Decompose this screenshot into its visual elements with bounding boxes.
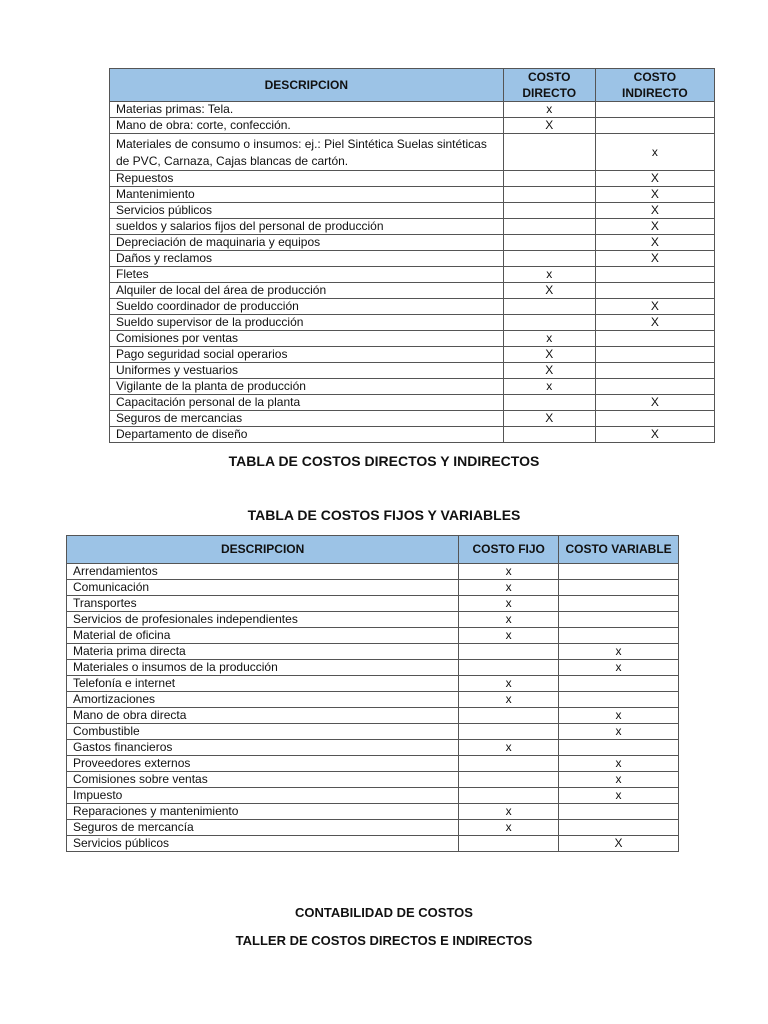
table-row: [110, 395, 715, 411]
table-row: [110, 379, 715, 395]
table-row: [67, 644, 679, 660]
row-description: Comunicación: [67, 580, 459, 596]
header-description: DESCRIPCION: [110, 69, 504, 102]
table-row: [110, 134, 715, 171]
row-description: Seguros de mercancía: [67, 820, 459, 836]
row-description: Gastos financieros: [67, 740, 459, 756]
row-description: Uniformes y vestuarios: [110, 363, 504, 379]
table-row: [67, 788, 679, 804]
row-mark-col2: [559, 692, 679, 708]
row-description: Materias primas: Tela.: [110, 102, 504, 118]
row-description: Comisiones por ventas: [110, 331, 504, 347]
row-mark-col1: [503, 235, 595, 251]
row-mark-col2: X: [595, 299, 714, 315]
row-mark-col2: x: [595, 134, 714, 171]
table-row: [110, 118, 715, 134]
table-row: [110, 411, 715, 427]
row-mark-col2: [595, 267, 714, 283]
row-mark-col1: x: [459, 564, 559, 580]
table-row: [67, 820, 679, 836]
row-mark-col2: X: [595, 171, 714, 187]
table-row: [67, 596, 679, 612]
table-row: [67, 804, 679, 820]
row-description: Vigilante de la planta de producción: [110, 379, 504, 395]
table-row: [110, 347, 715, 363]
row-description: Arrendamientos: [67, 564, 459, 580]
table-row: [67, 708, 679, 724]
table-row: [110, 187, 715, 203]
table-row: [67, 740, 679, 756]
row-description: Impuesto: [67, 788, 459, 804]
row-description: Alquiler de local del área de producción: [110, 283, 504, 299]
row-mark-col2: [559, 580, 679, 596]
row-mark-col2: [559, 676, 679, 692]
table-row: [110, 102, 715, 118]
table-row: [110, 331, 715, 347]
table-row: [67, 772, 679, 788]
table-row: [67, 756, 679, 772]
table-row: [67, 612, 679, 628]
table-row: [67, 580, 679, 596]
row-description: Mantenimiento: [110, 187, 504, 203]
row-description: Servicios de profesionales independientes: [67, 612, 459, 628]
table-body: [67, 564, 679, 852]
row-mark-col1: x: [459, 596, 559, 612]
row-description: Servicios públicos: [110, 203, 504, 219]
table-row: [110, 251, 715, 267]
table-header-row: [67, 536, 679, 564]
row-description: Amortizaciones: [67, 692, 459, 708]
row-description: Telefonía e internet: [67, 676, 459, 692]
row-description: Servicios públicos: [67, 836, 459, 852]
row-mark-col1: x: [459, 692, 559, 708]
row-mark-col1: [503, 134, 595, 171]
row-mark-col2: [595, 102, 714, 118]
row-mark-col2: X: [595, 427, 714, 443]
row-mark-col2: X: [595, 219, 714, 235]
table-row: [67, 660, 679, 676]
row-mark-col2: [595, 363, 714, 379]
row-description: Daños y reclamos: [110, 251, 504, 267]
row-mark-col2: [595, 283, 714, 299]
row-mark-col2: [595, 331, 714, 347]
row-description: Materiales de consumo o insumos: ej.: Piel Sintética Suelas sintéticas de PVC, Carnaza, Cajas blancas de cartón.: [110, 134, 504, 171]
row-mark-col2: X: [595, 315, 714, 331]
table-row: [67, 692, 679, 708]
row-mark-col1: x: [503, 379, 595, 395]
row-mark-col2: [559, 628, 679, 644]
row-description: Departamento de diseño: [110, 427, 504, 443]
row-description: Mano de obra: corte, confección.: [110, 118, 504, 134]
table-row: [110, 299, 715, 315]
row-mark-col1: X: [503, 347, 595, 363]
row-mark-col2: [595, 379, 714, 395]
row-description: Fletes: [110, 267, 504, 283]
table2-title: TABLA DE COSTOS FIJOS Y VARIABLES: [247, 507, 521, 523]
row-description: Transportes: [67, 596, 459, 612]
row-mark-col1: [503, 251, 595, 267]
row-description: Materiales o insumos de la producción: [67, 660, 459, 676]
table-header-row: [110, 69, 715, 102]
row-mark-col1: [459, 836, 559, 852]
row-mark-col1: X: [503, 411, 595, 427]
row-description: Seguros de mercancias: [110, 411, 504, 427]
row-mark-col1: x: [459, 820, 559, 836]
row-mark-col1: [459, 724, 559, 740]
row-description: Mano de obra directa: [67, 708, 459, 724]
header-fixed-cost: COSTO FIJO: [459, 536, 559, 564]
row-description: Materia prima directa: [67, 644, 459, 660]
row-description: Depreciación de maquinaria y equipos: [110, 235, 504, 251]
table-row: [67, 724, 679, 740]
row-mark-col2: X: [595, 203, 714, 219]
row-mark-col1: [459, 756, 559, 772]
direct-indirect-costs-table: [109, 68, 715, 443]
row-mark-col2: x: [559, 660, 679, 676]
row-mark-col1: x: [459, 628, 559, 644]
row-mark-col1: x: [459, 580, 559, 596]
row-mark-col1: [503, 299, 595, 315]
row-mark-col2: [559, 740, 679, 756]
row-mark-col2: [595, 118, 714, 134]
table-row: [110, 235, 715, 251]
row-mark-col2: [595, 411, 714, 427]
row-mark-col2: x: [559, 756, 679, 772]
row-description: sueldos y salarios fijos del personal de producción: [110, 219, 504, 235]
row-description: Capacitación personal de la planta: [110, 395, 504, 411]
header-direct-cost: COSTO DIRECTO: [503, 69, 595, 102]
row-mark-col2: x: [559, 724, 679, 740]
row-mark-col1: x: [459, 676, 559, 692]
row-description: Comisiones sobre ventas: [67, 772, 459, 788]
row-mark-col2: [559, 612, 679, 628]
row-description: Combustible: [67, 724, 459, 740]
row-mark-col1: X: [503, 363, 595, 379]
row-mark-col2: x: [559, 788, 679, 804]
row-mark-col1: [503, 203, 595, 219]
row-mark-col1: [503, 427, 595, 443]
row-mark-col1: x: [459, 740, 559, 756]
table-body: [110, 102, 715, 443]
row-mark-col1: x: [503, 331, 595, 347]
table-row: [110, 219, 715, 235]
table-row: [67, 564, 679, 580]
row-mark-col1: x: [459, 612, 559, 628]
table-row: [110, 203, 715, 219]
footer-title: CONTABILIDAD DE COSTOS: [295, 905, 473, 920]
table1-caption: TABLA DE COSTOS DIRECTOS Y INDIRECTOS: [228, 453, 540, 469]
row-mark-col1: [503, 395, 595, 411]
row-mark-col2: X: [595, 187, 714, 203]
row-mark-col2: x: [559, 772, 679, 788]
row-mark-col1: [503, 219, 595, 235]
row-description: Material de oficina: [67, 628, 459, 644]
row-mark-col2: [559, 820, 679, 836]
row-mark-col1: x: [459, 804, 559, 820]
row-mark-col1: [459, 772, 559, 788]
row-mark-col2: X: [595, 251, 714, 267]
row-mark-col1: [503, 315, 595, 331]
row-description: Reparaciones y mantenimiento: [67, 804, 459, 820]
row-mark-col2: x: [559, 644, 679, 660]
row-mark-col1: [459, 660, 559, 676]
row-mark-col2: [595, 347, 714, 363]
table-row: [110, 427, 715, 443]
table-row: [110, 267, 715, 283]
row-mark-col2: X: [595, 235, 714, 251]
table-row: [67, 628, 679, 644]
row-mark-col1: [459, 708, 559, 724]
row-description: Pago seguridad social operarios: [110, 347, 504, 363]
row-description: Proveedores externos: [67, 756, 459, 772]
table-row: [67, 836, 679, 852]
footer-subtitle: TALLER DE COSTOS DIRECTOS E INDIRECTOS: [235, 933, 533, 948]
row-description: Repuestos: [110, 171, 504, 187]
row-mark-col1: X: [503, 118, 595, 134]
row-mark-col2: X: [595, 395, 714, 411]
header-description: DESCRIPCION: [67, 536, 459, 564]
row-description: Sueldo coordinador de producción: [110, 299, 504, 315]
fixed-variable-costs-table: [66, 535, 679, 852]
row-mark-col2: X: [559, 836, 679, 852]
header-indirect-cost: COSTO INDIRECTO: [595, 69, 714, 102]
row-mark-col1: [503, 171, 595, 187]
row-description: Sueldo supervisor de la producción: [110, 315, 504, 331]
row-mark-col2: [559, 564, 679, 580]
row-mark-col1: x: [503, 267, 595, 283]
table-row: [110, 315, 715, 331]
row-mark-col2: x: [559, 708, 679, 724]
row-mark-col1: X: [503, 283, 595, 299]
table-row: [67, 676, 679, 692]
row-mark-col1: [459, 644, 559, 660]
row-mark-col1: [459, 788, 559, 804]
row-mark-col2: [559, 804, 679, 820]
table-row: [110, 171, 715, 187]
table-row: [110, 283, 715, 299]
row-mark-col1: [503, 187, 595, 203]
row-mark-col1: x: [503, 102, 595, 118]
header-variable-cost: COSTO VARIABLE: [559, 536, 679, 564]
row-mark-col2: [559, 596, 679, 612]
table-row: [110, 363, 715, 379]
